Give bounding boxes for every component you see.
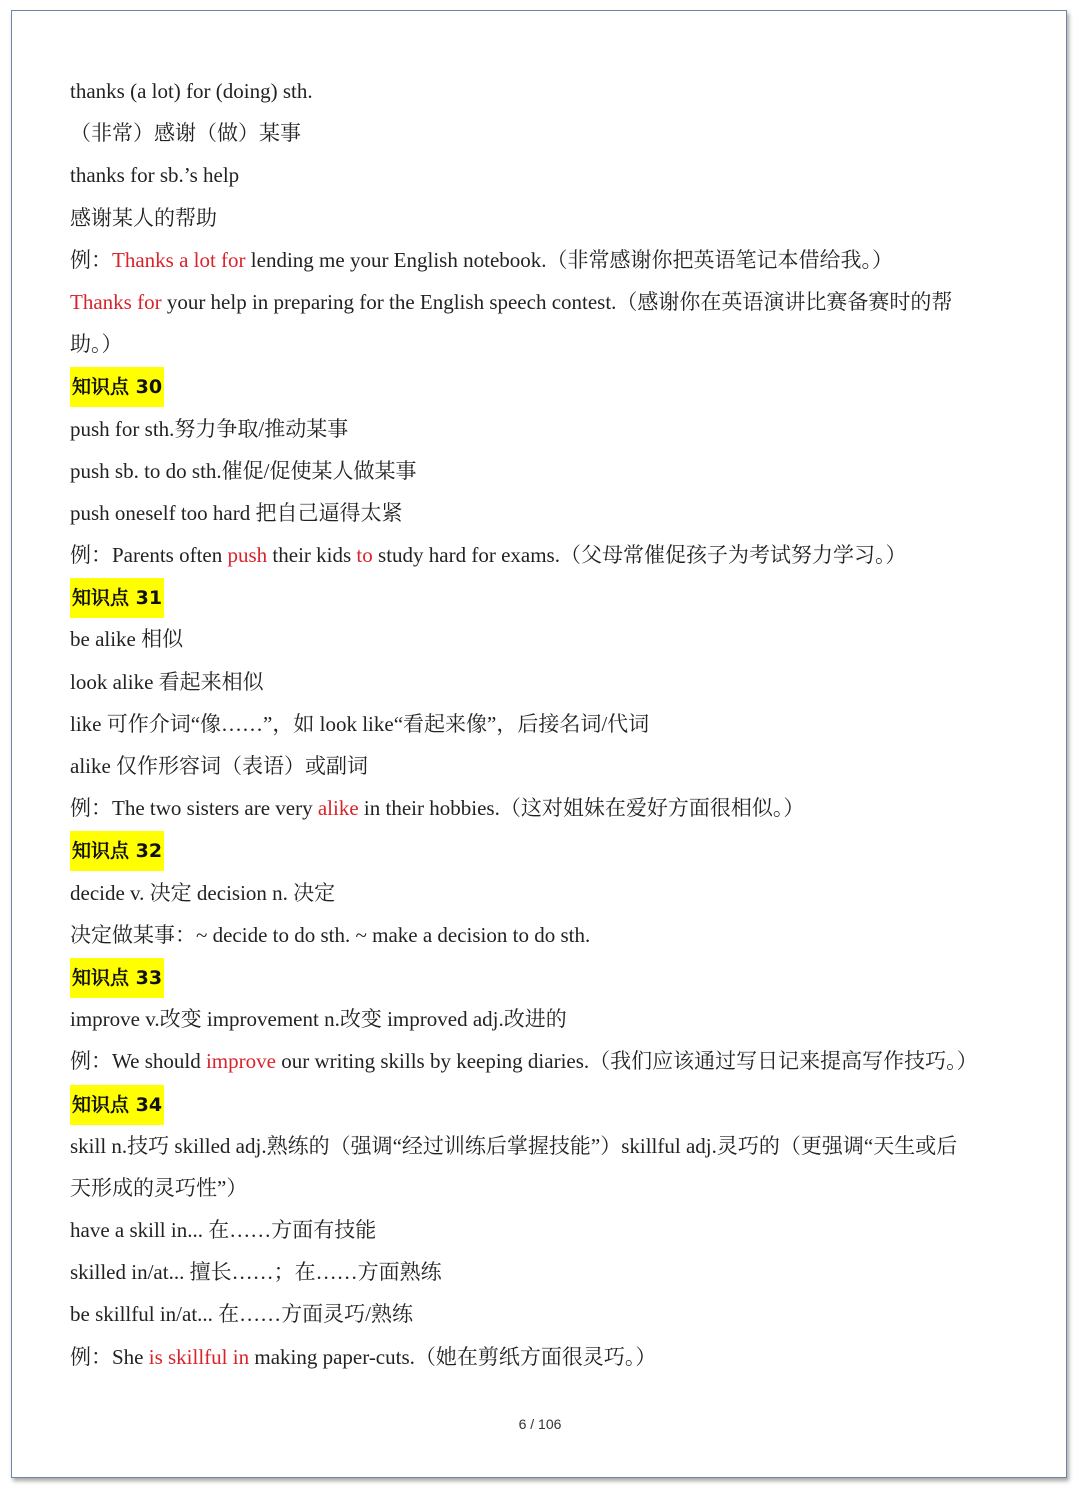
knowledge-point-heading <box>70 956 1010 998</box>
text-segment: improve v.改变 improvement n.改变 improved adj.改进的 <box>70 1007 567 1032</box>
highlighted-phrase: is skillful in <box>148 1344 250 1369</box>
knowledge-point-heading <box>70 1083 1010 1125</box>
text-line <box>70 281 1010 323</box>
text-line <box>70 745 1010 787</box>
text-segment: 例： <box>70 247 112 272</box>
text-line <box>70 450 1010 492</box>
text-line <box>70 618 1010 660</box>
text-line <box>70 1167 1010 1209</box>
text-segment: 天形成的灵巧性”） <box>70 1175 248 1200</box>
text-line <box>70 661 1010 703</box>
text-line <box>70 1209 1010 1251</box>
text-segment: 例：We should <box>70 1049 206 1074</box>
knowledge-point-label: 知识点 32 <box>70 831 164 871</box>
text-segment: 例：Parents often <box>70 543 228 568</box>
knowledge-point-heading <box>70 829 1010 871</box>
highlighted-phrase: push <box>227 543 268 568</box>
text-line <box>70 154 1010 196</box>
text-segment: 决定做某事：~ decide to do sth. ~ make a decision to do sth. <box>70 922 591 947</box>
text-segment: in their hobbies.（这对姐妹在爱好方面很相似。） <box>358 796 805 821</box>
page-number: 6 / 106 <box>518 1416 562 1432</box>
knowledge-point-heading <box>70 576 1010 618</box>
text-segment: push sb. to do sth.催促/促使某人做某事 <box>70 458 417 483</box>
text-line <box>70 112 1010 154</box>
text-line <box>70 703 1010 745</box>
text-segment: skill n.技巧 skilled adj.熟练的（强调“经过训练后掌握技能”）skillful adj.灵巧的（更强调“天生或后 <box>70 1133 958 1158</box>
text-line <box>70 1125 1010 1167</box>
text-segment: （非常）感谢（做）某事 <box>70 121 301 146</box>
knowledge-point-label: 知识点 33 <box>70 958 164 998</box>
text-segment: 例：The two sisters are very <box>70 796 318 821</box>
text-segment: be alike 相似 <box>70 627 184 652</box>
knowledge-point-label: 知识点 31 <box>70 578 164 618</box>
text-line <box>70 998 1010 1040</box>
text-line <box>70 323 1010 365</box>
text-segment: thanks for sb.’s help <box>70 163 240 188</box>
text-line <box>70 492 1010 534</box>
text-segment: 例：She <box>70 1344 149 1369</box>
text-segment: be skillful in/at... 在……方面灵巧/熟练 <box>70 1302 413 1327</box>
knowledge-point-heading <box>70 365 1010 407</box>
text-line <box>70 872 1010 914</box>
text-segment: push oneself too hard 把自己逼得太紧 <box>70 500 403 525</box>
text-segment: push for sth.努力争取/推动某事 <box>70 416 349 441</box>
text-line <box>70 239 1010 281</box>
text-segment: skilled in/at... 擅长……；在……方面熟练 <box>70 1260 442 1285</box>
text-segment: lending me your English notebook.（非常感谢你把英语笔记本借给我。） <box>245 247 894 272</box>
knowledge-point-label: 知识点 34 <box>70 1085 164 1125</box>
text-segment: thanks (a lot) for (doing) sth. <box>70 79 313 103</box>
highlighted-phrase: to <box>356 543 373 568</box>
document-body <box>70 70 1010 1378</box>
knowledge-point-label: 知识点 30 <box>70 367 164 407</box>
text-segment: like 可作介词“像……”，如 look like“看起来像”，后接名词/代词 <box>70 711 650 736</box>
text-segment: study hard for exams.（父母常催促孩子为考试努力学习。） <box>372 543 907 568</box>
highlighted-phrase: improve <box>205 1049 276 1074</box>
text-segment: look alike 看起来相似 <box>70 669 264 694</box>
text-segment: 助。） <box>70 332 123 357</box>
highlighted-phrase: Thanks for <box>70 289 162 314</box>
text-line <box>70 1293 1010 1335</box>
text-line <box>70 1251 1010 1293</box>
text-segment: their kids <box>267 543 357 568</box>
text-line <box>70 787 1010 829</box>
highlighted-phrase: Thanks a lot for <box>112 247 246 272</box>
text-line <box>70 534 1010 576</box>
text-line <box>70 1336 1010 1378</box>
text-segment: have a skill in... 在……方面有技能 <box>70 1218 377 1243</box>
text-segment: 感谢某人的帮助 <box>70 205 217 230</box>
text-segment: making paper-cuts.（她在剪纸方面很灵巧。） <box>249 1344 657 1369</box>
text-line <box>70 1040 1010 1082</box>
text-line <box>70 70 1010 112</box>
text-segment: alike 仅作形容词（表语）或副词 <box>70 754 369 778</box>
text-segment: decide v. 决定 decision n. 决定 <box>70 880 336 905</box>
text-segment: our writing skills by keeping diaries.（我们应该通过写日记来提高写作技巧。） <box>275 1049 978 1074</box>
text-segment: your help in preparing for the English speech contest.（感谢你在英语演讲比赛备赛时的帮 <box>161 289 953 314</box>
text-line <box>70 408 1010 450</box>
text-line <box>70 914 1010 956</box>
highlighted-phrase: alike <box>317 796 359 821</box>
text-line <box>70 197 1010 239</box>
